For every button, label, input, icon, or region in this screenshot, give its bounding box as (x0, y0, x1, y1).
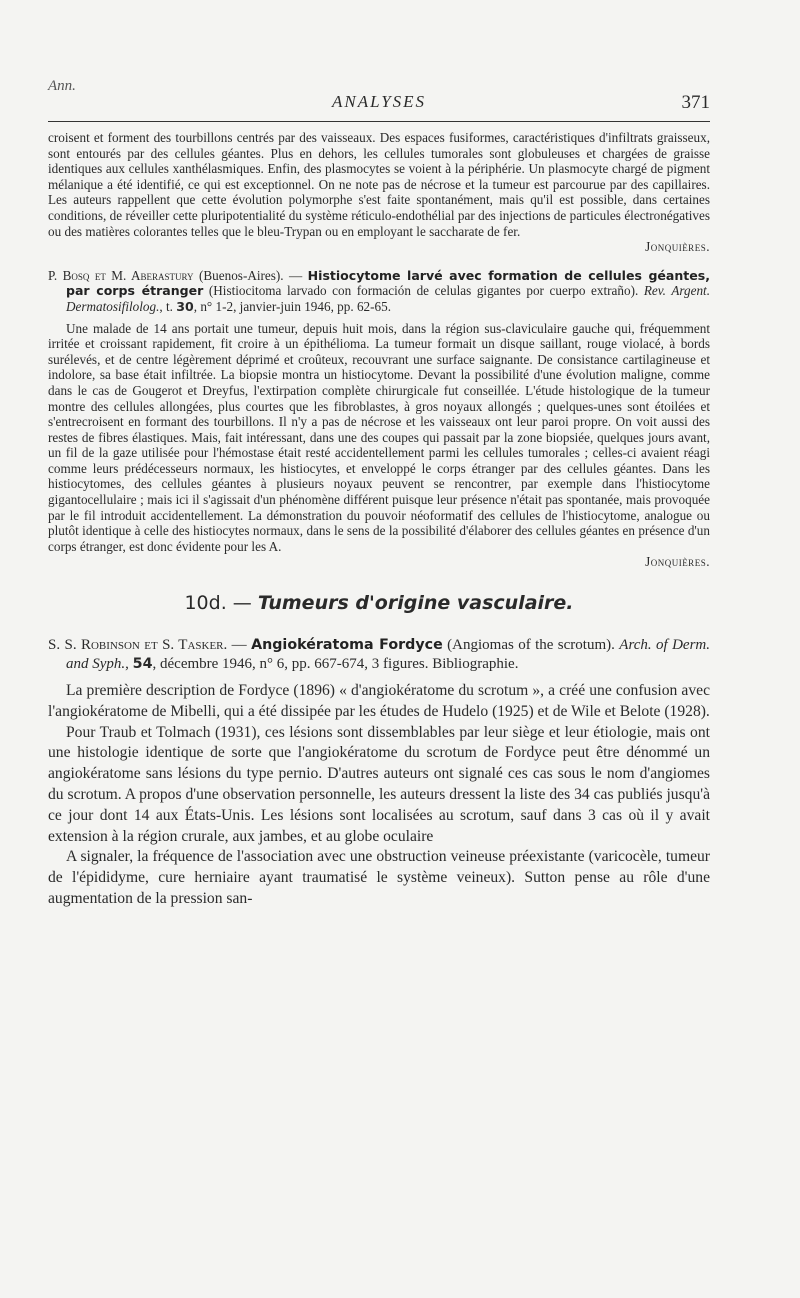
section-title: Tumeurs d'origine vasculaire. (257, 592, 574, 615)
authors: S. S. Robinson et S. Tasker. — (48, 637, 247, 654)
section-dash: — (226, 592, 258, 615)
abstract-entry (48, 636, 710, 910)
volume: 30 (176, 298, 194, 314)
author-place: (Buenos-Aires). — (198, 267, 303, 283)
citation: S. S. Robinson et S. Tasker. — Angiokératoma Fordyce (Angiomas of the scrotum). Arch. of Derm. and Syph., 54, décembre 1946, n° 6, pp. 667-674, 3 figures. Bibliographie. (48, 637, 710, 672)
abstract-paragraph: La première description de Fordyce (1896) « d'angiokératome du scrotum », a créé une confusion avec l'angiokératome de Mibelli, qui a été dissipée par les études de Hudelo (1925) et de Wile et Belote (1928). (48, 682, 710, 720)
volume-prefix: , t. (159, 298, 173, 314)
article-title: Angiokératoma Fordyce (251, 637, 443, 654)
volume: 54 (132, 655, 153, 672)
journal-name: Rev. Argent. Dermatosifilolog. (66, 283, 711, 314)
corner-annotation: Ann. (48, 78, 76, 94)
abstract-entry (48, 268, 710, 570)
original-title: (Angiomas of the scrotum). (447, 637, 615, 654)
page-number: 371 (681, 92, 710, 113)
citation (48, 268, 710, 315)
running-title: ANALYSES (331, 92, 427, 111)
header-rule (48, 121, 710, 122)
citation-details: , n° 1-2, janvier-juin 1946, pp. 62-65. (193, 298, 392, 314)
section-heading (48, 592, 710, 614)
page-content (48, 130, 710, 910)
original-title: (Histiocitoma larvado con formación de celulas gigantes por cuerpo extraño). (208, 283, 639, 299)
signature: Jonquières. (645, 554, 710, 570)
section-number: 10d. (184, 592, 227, 615)
journal-name: Arch. of Derm. and Syph. (66, 637, 710, 672)
continuation-paragraph: croisent et forment des tourbillons centrés par des vaisseaux. Des espaces fusiformes, caractéristiques d'infiltrats graisseux, sont entourés par des cellules géantes. Plus en dehors, les cellules tumorales sont globuleuses et chargées de graisse identiques aux cellules xanthélasmiques. Enfin, des plasmocytes se voient à la périphérie. Un plasmocyte chargé de pigment mélanique a été identifié, ce qui est exceptionnel. On ne note pas de nécrose et la tumeur est parcourue par des capillaires. Les auteurs rappellent que cette évolution polymorphe s'est faite spontanément, mais qu'il est possible, dans certaines conditions, de réveiller cette pluripotentialité du système réticulo-endothélial par des injections de particules électronégatives ou des matières colorantes telles que le bleu-Trypan ou en employant le saccharate de fer. (48, 130, 710, 239)
abstract-paragraph: Pour Traub et Tolmach (1931), ces lésions sont dissemblables par leur siège et leur étiologie, mais ont une histologie identique de sorte que l'angiokératome du scrotum de Fordyce peut être dénommé un angiokératome sans lésions du type pernio. D'autres auteurs ont signalé ces cas sous le nom d'angiomes du scrotum. A propos d'une observation personnelle, les auteurs dressent la liste des 34 cas publiés jusqu'à ce jour dont 14 aux États-Unis. Les lésions sont localisées au scrotum, sauf dans 3 cas où il y avait extension à la région crurale, aux jambes, et au globe oculaire (48, 723, 710, 845)
abstract-paragraph: A signaler, la fréquence de l'association avec une obstruction veineuse préexistante (varicocèle, tumeur de l'épididyme, cure herniaire ayant traumatisé le système veineux). Sutton pense au rôle d'une augmentation de la pression san- (48, 848, 710, 907)
signature: Jonquières. (645, 239, 710, 255)
authors: P. Bosq et M. Aberastury (48, 267, 194, 283)
article-title: Histiocytome larvé avec formation de cellules géantes, par corps étranger (66, 267, 710, 299)
abstract-body: Une malade de 14 ans portait une tumeur, depuis huit mois, dans la région sus-claviculaire gauche qui, fréquemment irritée et croissant rapidement, fit croire à un épithélioma. La tumeur formait un disque saillant, rouge violacé, à bords surélevés, et de centre légèrement déprimé et croûteux, recouvrant une surface saignante. De consistance cartilagineuse et indolore, sa base était infiltrée. La biopsie montra un histiocytome. Devant la possibilité d'une évolution maligne, comme dans le cas de Gougerot et Dreyfus, l'extirpation complète chirurgicale fut conseillée. L'étude histologique de la tumeur montre des cellules allongées, plus courtes que les fibroblastes, à gros noyaux allongés ; quelques-unes sont étoilées et s'entrecroisent en formant des tourbillons. Il n'y a pas de nécrose et les vaisseaux ont leur paroi propre. On voit aussi des restes de fibres élastiques. Mais, fait intéressant, dans une des coupes qui passait par la zone biopsiée, quelques jours avant, un fil de la gaze utilisée pour l'hémostase était resté accidentellement parmi les cellules tumorales ; celles-ci avaient réagi comme leurs prédécesseurs normaux, les histiocytes, et enveloppé le corps étranger par des cellules géantes. Dans les histiocytomes, des cellules géantes à plusieurs noyaux peuvent se rencontrer, par exemple dans l'histiocytome gigantocellulaire ; mais ici il s'agissait d'un phénomène différent puisque leur présence n'était pas spontanée, mais provoquée par le fil introduit accidentellement. La démonstration du pouvoir néoformatif des cellules de l'histiocytome, analogue ou plutôt identique à celle des histiocytes normaux, dans le sens de la possibilité d'élaborer des cellules géantes en présence d'un corps étranger, est donc évidente pour les A. (48, 320, 710, 554)
citation-details: , décembre 1946, n° 6, pp. 667-674, 3 figures. Bibliographie. (152, 655, 519, 672)
running-header (48, 92, 710, 120)
